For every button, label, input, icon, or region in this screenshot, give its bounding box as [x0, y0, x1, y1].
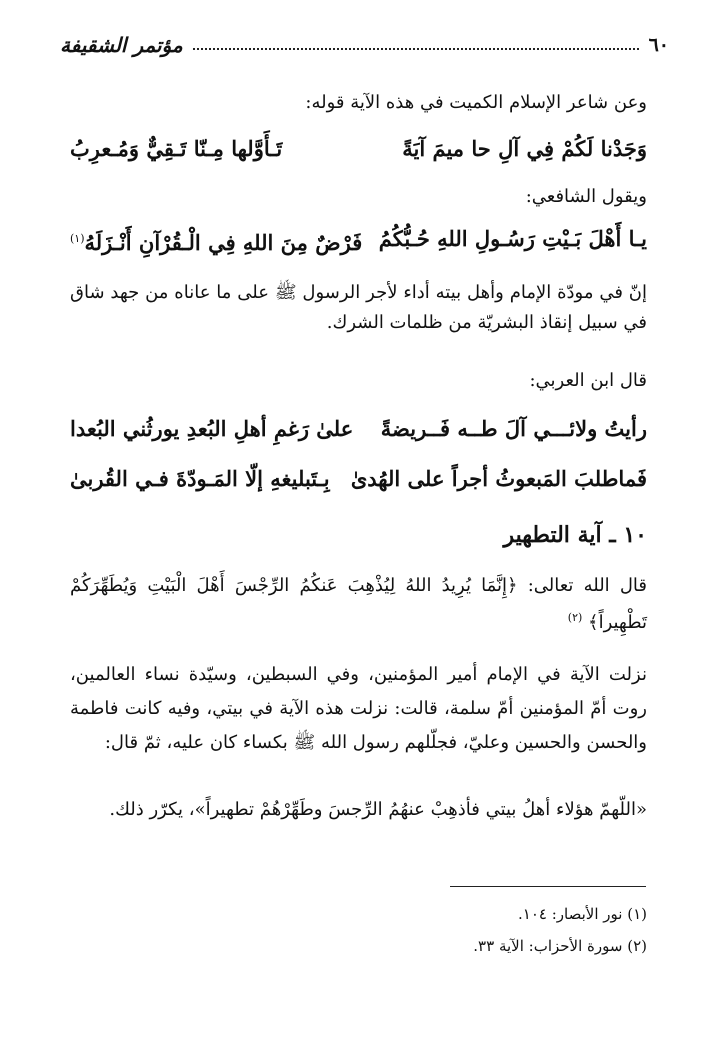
page-header: [60, 28, 669, 62]
verse-second-hemistich: علىٰ رَغمِ أهلِ البُعدِ يورثُني البُعدا: [70, 416, 354, 441]
verse-first-hemistich: يـا أَهْلَ بَـيْتِ رَسُـولِ اللهِ حُـبُّكُمُ: [378, 226, 647, 251]
footnote-ref-2: (٢): [567, 611, 583, 624]
running-title: مؤتمر الشقيفة: [60, 33, 183, 57]
prophet-saying-paragraph: «اللّهمّ هؤلاء أهلُ بيتي فأذهِبْ عنهُمُ الرِّجسَ وطَهِّرْهُمْ تطهيراً»، يكرّر ذلك.: [109, 799, 647, 820]
mawadda-paragraph: إنّ في مودّة الإمام وأهل بيته أداء لأجر الرسول ﷺ على ما عاناه من جهد شاق في سبيل إنقاذ البشريّة من ظلمات الشرك.: [70, 282, 647, 333]
verse-ibn-arabi-1: [70, 412, 647, 446]
verse-second-hemistich: تَـأَوَّلها مِـنّا تَـقِيٌّ وَمُـعرِبُ: [70, 136, 283, 161]
verse-first-hemistich: فَماطلبَ المَبعوثُ أجراً على الهُدىٰ: [350, 466, 647, 491]
footnote-2: (٢) سورة الأحزاب: الآية ٣٣.: [473, 937, 647, 955]
header-dotted-leader: [193, 48, 639, 50]
verse-second-hemistich: [70, 222, 362, 260]
verse-kumait: [70, 132, 647, 166]
ibn-arabi-intro: قال ابن العربي:: [529, 370, 647, 391]
footnote-separator: [450, 886, 646, 887]
verse-second-text: فَرْضٌ مِنَ اللهِ فِي الْـقُرْآنِ أَنْـزَلَهُ: [84, 230, 363, 255]
quran-verse-text: قال الله تعالى: ﴿إِنَّمَا يُرِيدُ اللهُ لِيُذْهِبَ عَنكُمُ الرِّجْسَ أَهْلَ الْبَيْتِ وَيُطَهِّرَكُمْ تَطْهِيراً﴾: [70, 575, 647, 633]
verse-first-hemistich: وَجَدْنا لَكُمْ فِي آلِ حا ميمَ آيَةً: [402, 136, 647, 161]
verse-shafii: [70, 222, 647, 260]
page-number: ٦٠: [648, 34, 669, 56]
footnote-ref-1: (١): [70, 232, 85, 245]
verse-second-hemistich: بِـتَبليغهِ إلّا المَـودّةَ فـي القُربىٰ: [70, 466, 330, 491]
section-heading: ١٠ ـ آية التطهير: [503, 522, 647, 548]
footnote-1: (١) نور الأبصار: ١٠٤.: [518, 905, 647, 923]
verse-ibn-arabi-2: [70, 462, 647, 496]
quran-verse-paragraph: [70, 570, 647, 639]
verse-first-hemistich: رأيتُ ولائـــي آلَ طــه فَــريضةً: [380, 416, 647, 441]
intro-paragraph: وعن شاعر الإسلام الكميت في هذه الآية قوله:: [305, 92, 647, 113]
revelation-paragraph: نزلت الآية في الإمام أمير المؤمنين، وفي السبطين، وسيّدة نساء العالمين، روت أمّ المؤمنين أمّ سلمة، قالت: نزلت هذه الآية في بيتي، وفيه كانت فاطمة والحسن والحسين وعليّ، فجلّلهم رسول الله ﷺ بكساء كان عليه، ثمّ قال:: [70, 664, 647, 753]
shafii-intro: ويقول الشافعي:: [525, 186, 647, 207]
